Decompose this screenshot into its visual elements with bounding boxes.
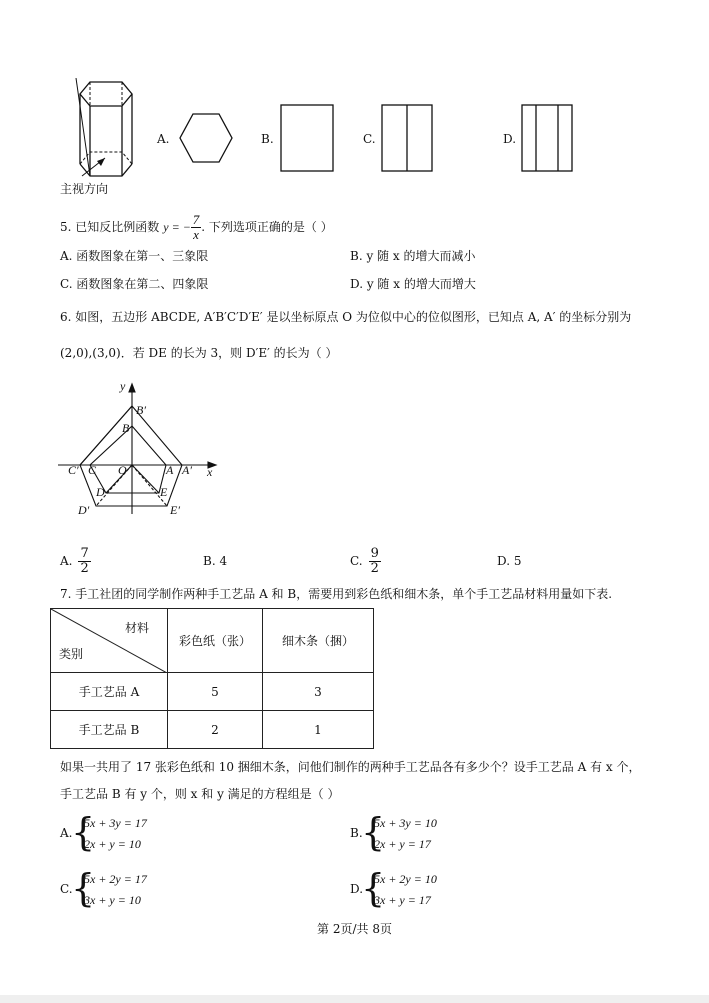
q7-option-d-label: D. [350, 882, 364, 896]
label-o: O [118, 463, 127, 477]
hexagonal-prism-figure [60, 78, 160, 180]
label-c-prime: C′ [68, 463, 79, 477]
label-b-prime: B′ [136, 403, 146, 417]
q6-option-d: D. 5 [497, 554, 522, 568]
label-y: y [120, 379, 126, 393]
corner-diagonal [51, 609, 167, 673]
brace-d: { [361, 866, 386, 910]
table-header-stick: 细木条（捆） [263, 609, 374, 673]
prism-caption: 主视方向 [60, 182, 109, 196]
q4-option-c-label: C. [363, 132, 376, 146]
option-b-rectangle [280, 104, 336, 174]
q7-option-c-label: C. [60, 882, 73, 896]
q6-option-b: B. 4 [203, 554, 228, 568]
q6-stem-line1: 6. 如图，五边形 ABCDE, A′B′C′D′E′ 是以坐标原点 O 为位似中心的位似图形，已知点 A, A′ 的坐标分别为 [60, 310, 632, 324]
label-c: C [88, 463, 97, 477]
table-corner-cell [51, 609, 168, 673]
option-c-rectangle [381, 104, 435, 174]
q5-stem: 5. 已知反比例函数 y = − $\frac{7}{x}$ . 下列选项正确的是（ ） [60, 211, 333, 242]
q7-a-eq1: 5x + 3y = 17 [84, 816, 147, 830]
q4-option-b-label: B. [261, 132, 274, 146]
q7-c-eq2: 3x + y = 10 [84, 893, 141, 907]
table-row: 手工艺品 B 2 1 [51, 711, 374, 749]
q6-option-c: C. $\frac{9}{2}$ [350, 545, 379, 576]
label-e: E [160, 485, 168, 499]
q5-fraction: $\frac{7}{x}$ [192, 211, 200, 242]
label-e-prime: E′ [170, 503, 180, 517]
q7-b-eq1: 5x + 3y = 10 [374, 816, 437, 830]
label-a: A [166, 463, 174, 477]
label-a-prime: A′ [182, 463, 192, 477]
q7-d-eq2: 3x + y = 17 [374, 893, 431, 907]
label-x: x [207, 465, 213, 479]
label-d: D [96, 485, 105, 499]
q6-stem-line2: (2,0),(3,0)．若 DE 的长为 3，则 D′E′ 的长为（ ） [60, 346, 338, 360]
q7-option-a-label: A. [60, 826, 73, 840]
q7-b-eq2: 2x + y = 17 [374, 837, 431, 851]
q4-option-a-label: A. [157, 132, 170, 146]
q4-option-d-label: D. [503, 132, 517, 146]
table-row: 手工艺品 A 5 3 [51, 673, 374, 711]
label-d-prime: D′ [78, 503, 90, 517]
q7-d-eq1: 5x + 2y = 10 [374, 872, 437, 886]
q7-a-eq2: 2x + y = 10 [84, 837, 141, 851]
table-header-paper: 彩色纸（张） [168, 609, 263, 673]
brace-c: { [71, 866, 96, 910]
brace-a: { [71, 810, 96, 854]
corner-bottom-label: 类别 [59, 647, 84, 661]
page-footer: 第 2页/共 8页 [317, 922, 392, 936]
option-a-hexagon [178, 112, 234, 164]
q5-option-b: B. y 随 x 的增大而减小 [350, 249, 476, 263]
label-b: B [122, 421, 130, 435]
q5-option-d: D. y 随 x 的增大而增大 [350, 277, 476, 291]
q7-stem-line3: 手工艺品 B 有 y 个，则 x 和 y 满足的方程组是（ ） [60, 787, 340, 801]
bottom-border [0, 995, 709, 1003]
corner-top-label: 材料 [124, 621, 149, 635]
q7-stem-line2: 如果一共用了 17 张彩色纸和 10 捆细木条，问他们制作的两种手工艺品各有多少个？设手工艺品 A 有 x 个， [60, 760, 641, 774]
q5-option-a: A. 函数图象在第一、三象限 [60, 249, 209, 263]
q6-option-a: A. $\frac{7}{2}$ [60, 545, 89, 576]
q7-stem-line1: 7. 手工社团的同学制作两种手工艺品 A 和 B，需要用到彩色纸和细木条，单个手工艺品材料用量如下表. [60, 587, 613, 601]
q7-c-eq1: 5x + 2y = 17 [84, 872, 147, 886]
materials-table [50, 608, 374, 749]
brace-b: { [361, 810, 386, 854]
q5-option-c: C. 函数图象在第二、四象限 [60, 277, 209, 291]
pentagon-coordinate-figure [56, 378, 226, 518]
option-d-rectangle [521, 104, 575, 174]
q7-option-b-label: B. [350, 826, 363, 840]
